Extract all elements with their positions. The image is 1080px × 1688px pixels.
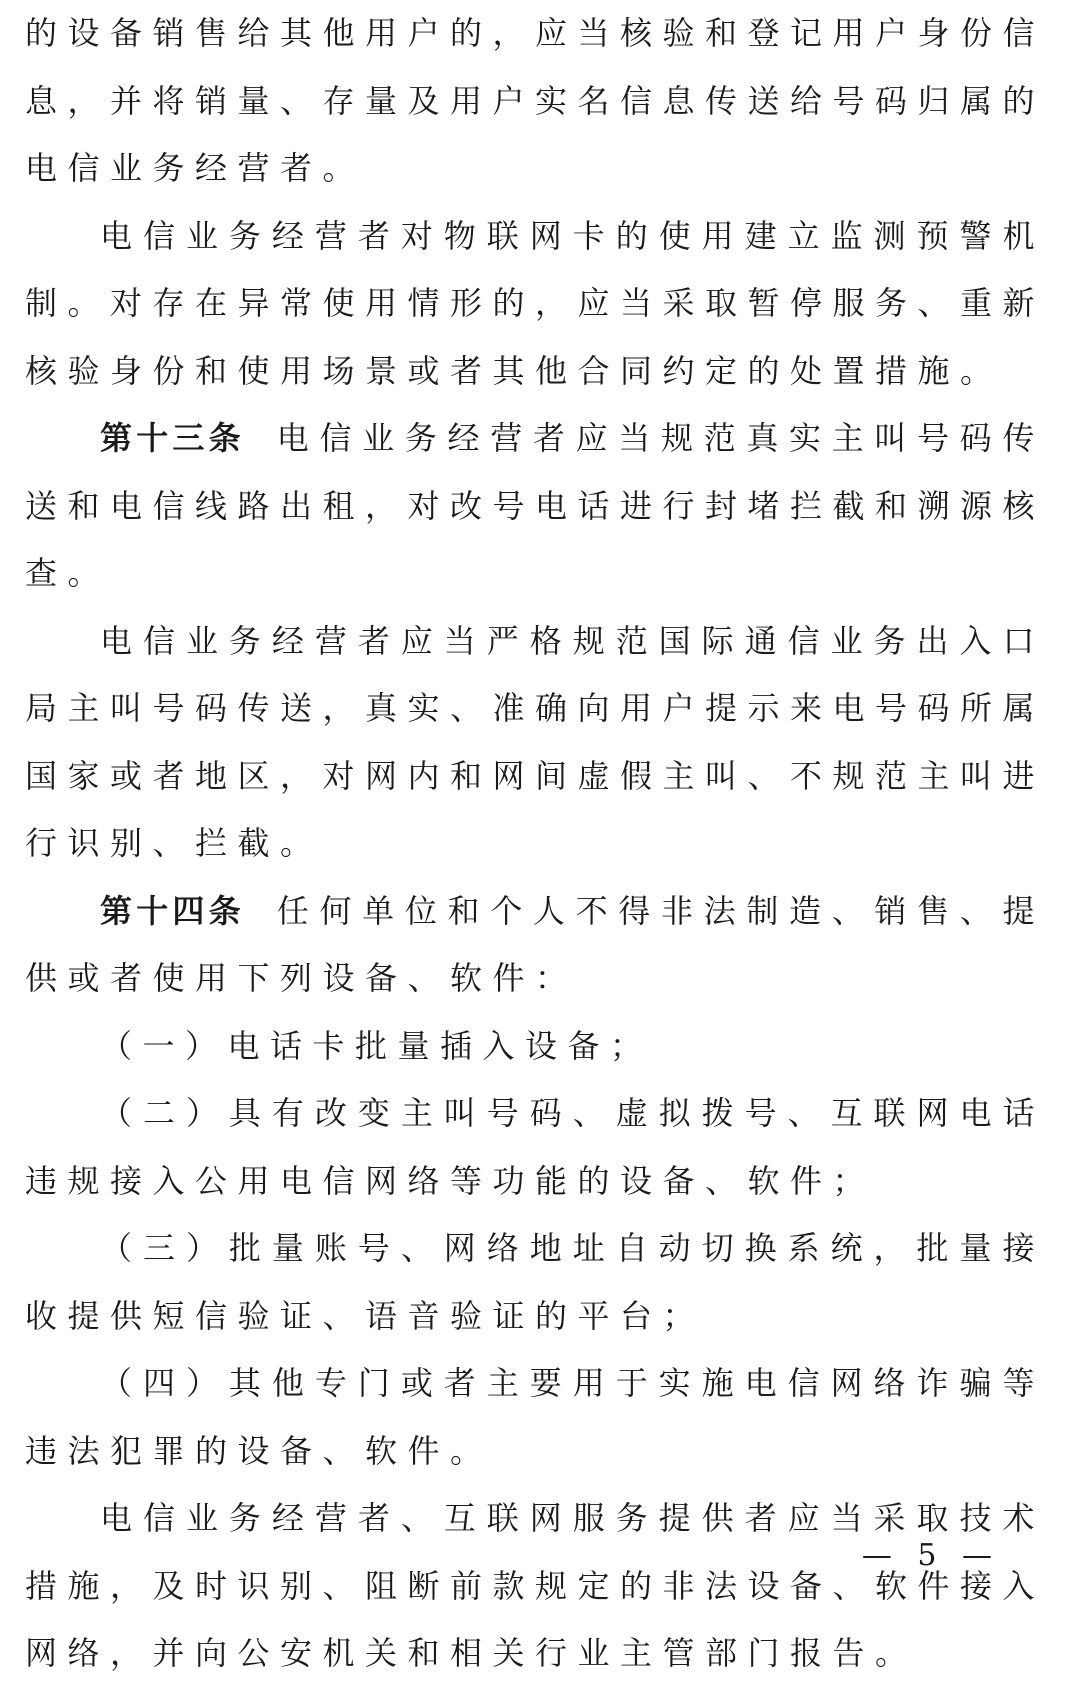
paragraph-text: 任何单位和个人不得非法制造、销售、提供或者使用下列设备、软件： xyxy=(25,891,1045,997)
list-item-text: （二）具有改变主叫号码、虚拟拨号、互联网电话违规接入公用电信网络等功能的设备、软件； xyxy=(25,1094,1045,1200)
list-item-4 xyxy=(25,1350,1045,1485)
paragraph-continuation xyxy=(25,0,1045,203)
list-item-text: （一）电话卡批量插入设备； xyxy=(100,1026,653,1065)
list-item-2 xyxy=(25,1080,1045,1215)
paragraph-text: 电信业务经营者应当规范真实主叫号码传送和电信线路出租，对改号电话进行封堵拦截和溯源核查。 xyxy=(25,419,1046,592)
paragraph-illegal-device-blocking xyxy=(25,1485,1045,1688)
page-number: — 5 — xyxy=(861,1538,1000,1573)
list-item-text: （三）批量账号、网络地址自动切换系统，批量接收提供短信验证、语音验证的平台； xyxy=(25,1229,1045,1335)
paragraph-text: 的设备销售给其他用户的，应当核验和登记用户身份信息，并将销量、存量及用户实名信息传送给号码归属的电信业务经营者。 xyxy=(25,14,1046,187)
article-14 xyxy=(25,878,1045,1013)
document-body xyxy=(25,0,1045,1688)
paragraph-text: 电信业务经营者对物联网卡的使用建立监测预警机制。对存在异常使用情形的，应当采取暂停服务、重新核验身份和使用场景或者其他合同约定的处置措施。 xyxy=(25,216,1046,390)
paragraph-international-caller-id xyxy=(25,608,1045,878)
paragraph-iot-card-monitoring xyxy=(25,203,1045,406)
paragraph-text: 电信业务经营者、互联网服务提供者应当采取技术措施，及时识别、阻断前款规定的非法设备、软件接入网络，并向公安机关和相关行业主管部门报告。 xyxy=(25,1499,1046,1672)
article-number: 第十四条 xyxy=(100,891,245,930)
list-item-1 xyxy=(25,1013,1045,1081)
list-item-3 xyxy=(25,1215,1045,1350)
article-13 xyxy=(25,405,1045,608)
article-number: 第十三条 xyxy=(100,419,245,457)
list-item-text: （四）其他专门或者主要用于实施电信网络诈骗等违法犯罪的设备、软件。 xyxy=(25,1364,1045,1470)
paragraph-text: 电信业务经营者应当严格规范国际通信业务出入口局主叫号码传送，真实、准确向用户提示来电号码所属国家或者地区，对网内和网间虚假主叫、不规范主叫进行识别、拦截。 xyxy=(25,621,1046,862)
